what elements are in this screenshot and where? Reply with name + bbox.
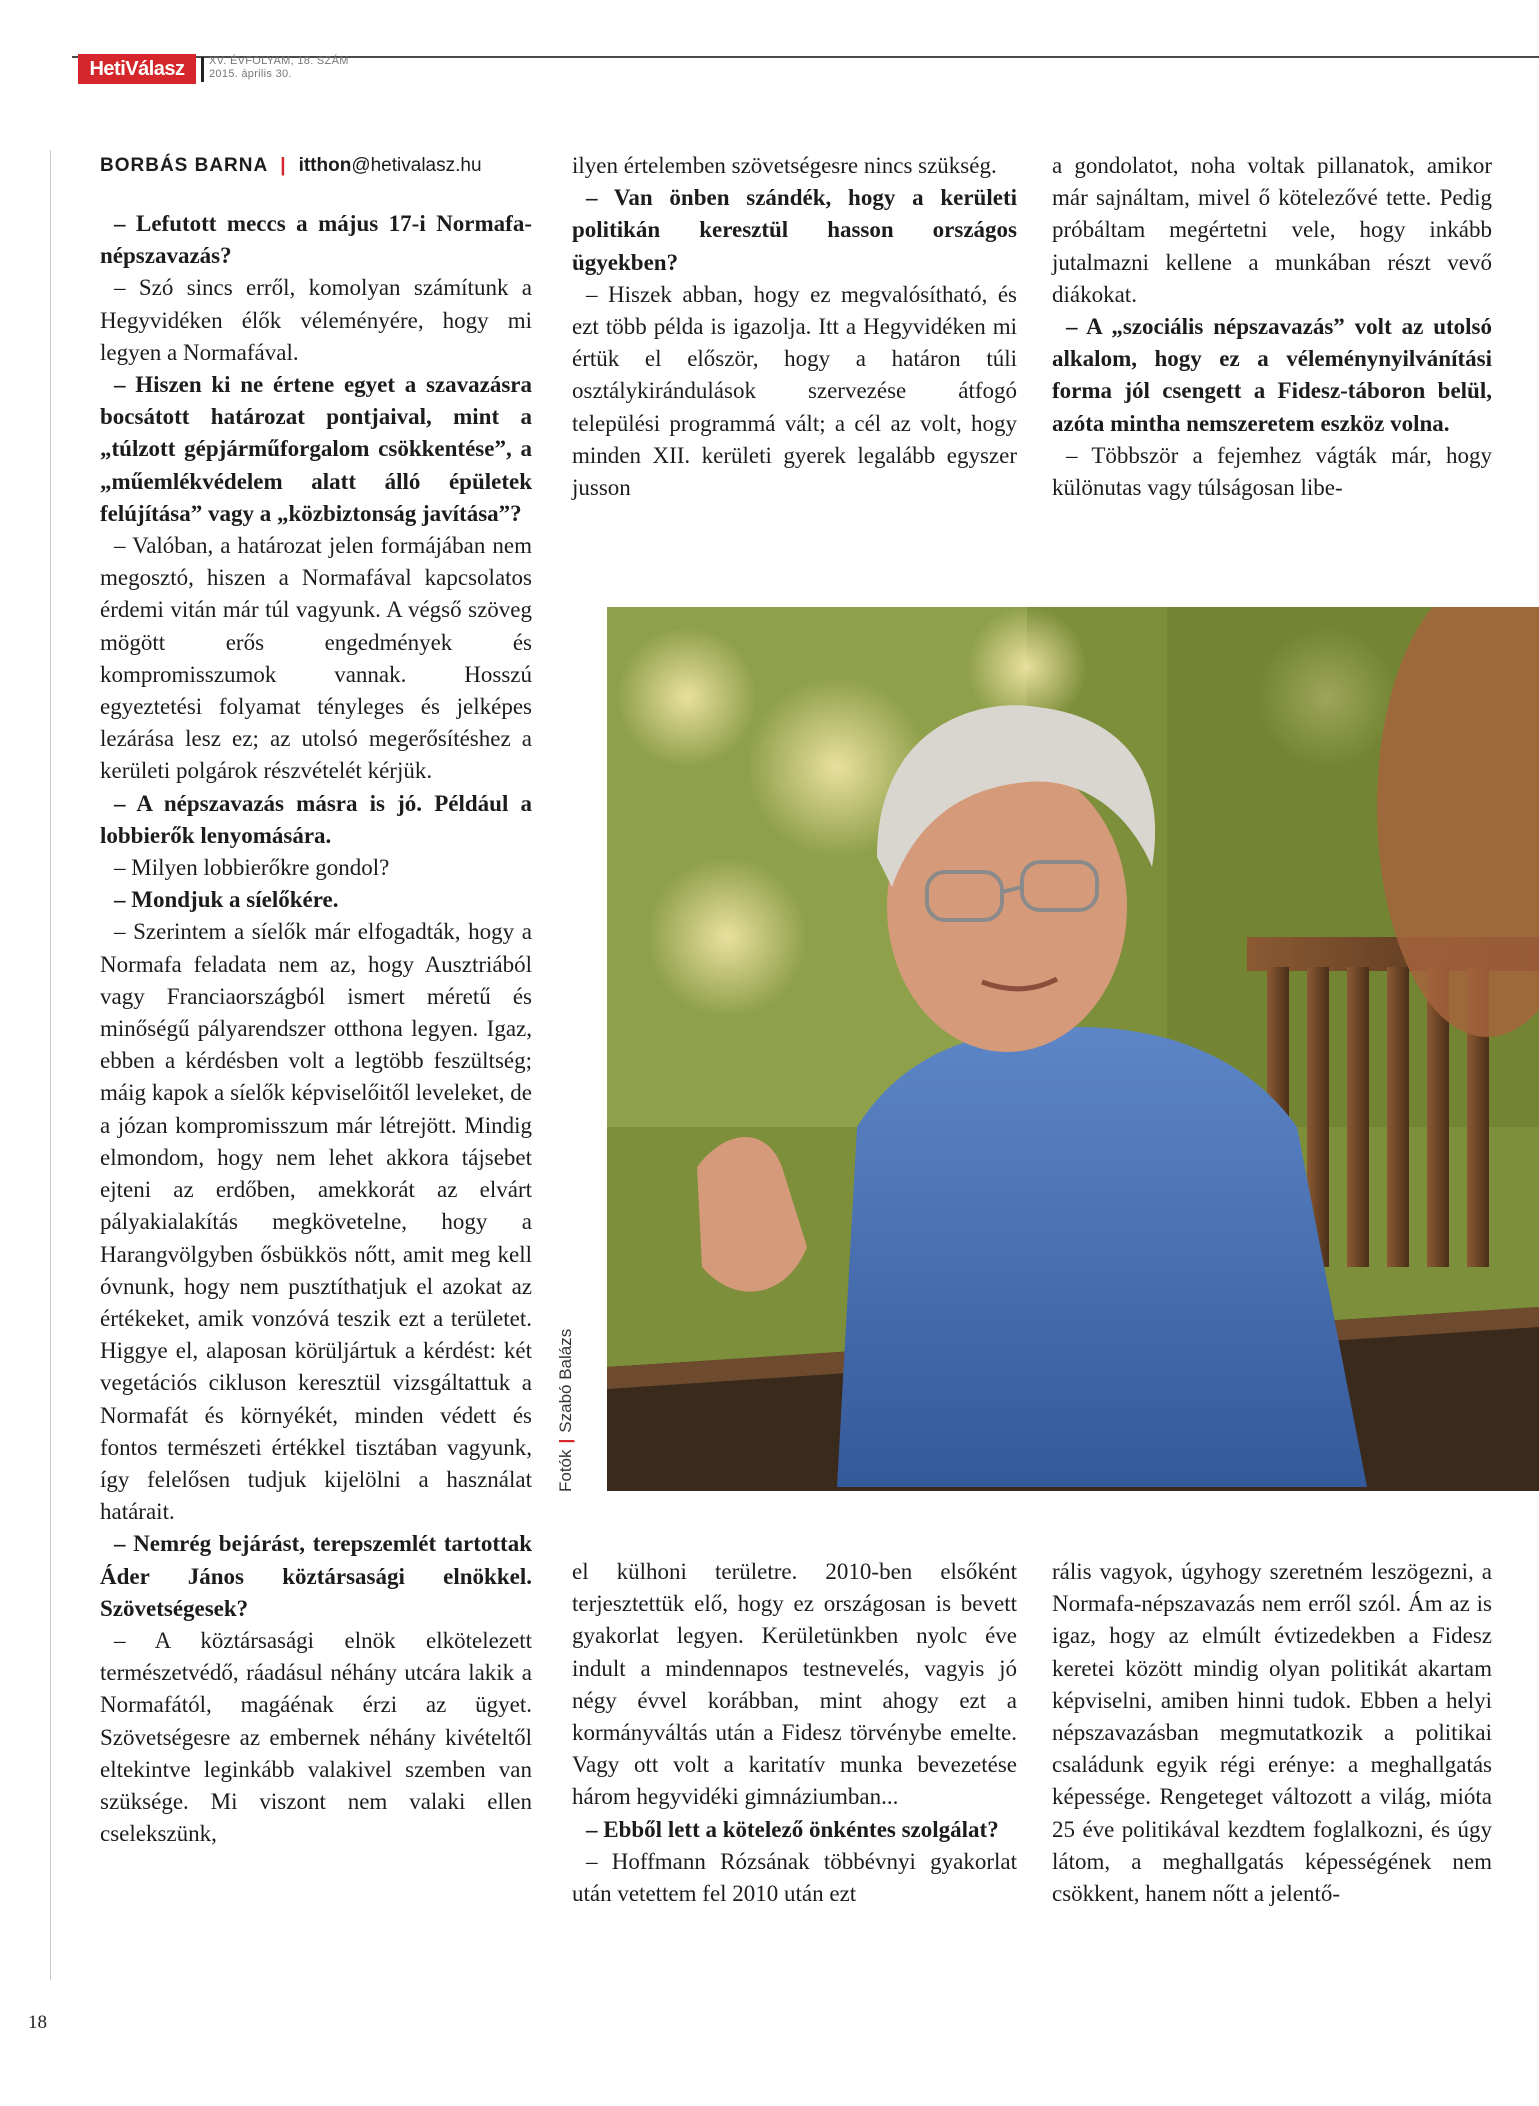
article-column-3-bottom <box>1052 1556 1492 1910</box>
interview-answer: ilyen értelemben szövetségesre nincs szükség. <box>572 153 997 178</box>
issue-info <box>209 55 349 81</box>
page-number: 18 <box>28 2012 47 2033</box>
magazine-logo: HetiVálasz <box>78 54 196 84</box>
article-column-1 <box>100 150 532 1850</box>
issue-divider <box>201 57 204 82</box>
portrait-photo <box>607 607 1539 1491</box>
article-column-2-bottom <box>572 1556 1017 1910</box>
author-name: BORBÁS BARNA <box>100 155 269 176</box>
interview-question: – Van önben szándék, hogy a kerületi politikán keresztül hasson országos ügyekben? <box>572 185 1017 275</box>
interview-answer: – Hoffmann Rózsának többévnyi gyakorlat után vetettem fel 2010 után ezt <box>572 1848 1017 1907</box>
interview-answer: – Többször a fejemhez vágták már, hogy különutas vagy túlságosan libe- <box>1052 442 1492 501</box>
interview-answer: – Szó sincs erről, komolyan számítunk a Hegyvidéken élők véleményére, hogy mi legyen a Normafával. <box>100 275 532 365</box>
interview-question: – Lefutott meccs a május 17-i Normafa-népszavazás? <box>100 211 532 269</box>
interview-answer: rális vagyok, úgyhogy szeretném leszögezni, a Normafa-népszavazás nem erről szól. Ám az is igaz, hogy az elmúlt évtizedekben a Fidesz keretei között mindig olyan politikát akartam képviselni, amiben hinni tudok. Ebben a helyi népszavazásban megmutatkozik a politikai családunk egyik régi erénye: a meghallgatás képessége. Rengeteget változott a világ, mióta 25 éve politikával kezdtem foglalkozni, és úgy látom, a meghallgatás képességének nem csökkent, hanem nőtt a jelentő- <box>1052 1559 1492 1907</box>
interview-answer: – Hiszek abban, hogy ez megvalósítható, és ezt több példa is igazolja. Itt a Hegyvidéken mi értük el először, hogy a határon túli osztálykirándulások szervezése átfogó települési programmá vált; a cél az volt, hogy minden XII. kerületi gyerek legalább egyszer jusson <box>572 281 1017 501</box>
byline-divider: | <box>280 155 287 176</box>
interview-question: – A „szociális népszavazás” volt az utolsó alkalom, hogy ez a véleménynyilvánítási forma jól csengett a Fidesz-táboron belül, azóta mintha nemszeretem eszköz volna. <box>1052 314 1492 436</box>
interview-answer: el külhoni területre. 2010-ben elsőként terjesztettük elő, hogy ez országosan is bevett gyakorlat legyen. Kerületünkben nyolc éve indult a mindennapos testnevelés, vagyis jó négy évvel korábban, mint ahogy ezt a kormányváltás után a Fidesz törvénybe emelte. Vagy ott volt a karitatív munka bevezetése három hegyvidéki gimnáziumban... <box>572 1559 1017 1810</box>
interview-answer: – Szerintem a síelők már elfogadták, hogy a Normafa feladata nem az, hogy Ausztriából vagy Franciaországból ismert méretű és minőségű pályarendszer otthona legyen. Igaz, ebben a kérdésben volt a legtöbb feszültség; máig kapok a síelők képviselőitől leveleket, de a józan kompromisszum már létrejött. Mindig elmondom, hogy nem lehet akkora tájsebet ejteni az erdőben, amekkorát az elvárt pályakialakítás megkövetelne, hogy a Harangvölgyben ősbükkös nőtt, amit meg kell óvnunk, hogy nem pusztíthatjuk el azokat az értékeket, amik vonzóvá teszik ezt a területet. Higgye el, alaposan körüljártuk a kérdést: két vegetációs cikluson keresztül vizsgáltattuk a Normafát és környékét, minden védett és fontos természeti értékkel tisztában vagyunk, így felelősen tudjuk kijelölni a használat határait. <box>100 919 532 1525</box>
byline <box>100 150 532 182</box>
interview-answer: a gondolatot, noha voltak pillanatok, amikor már sajnáltam, mivel ő kötelezővé tette. Pedig próbáltam megértetni vele, hogy inkább jutalmazni kellene a munkában részt vevő diákokat. <box>1052 153 1492 307</box>
issue-date: 2015. április 30. <box>209 68 292 80</box>
photo-credit-divider: | <box>556 1438 575 1444</box>
interview-answer: – Valóban, a határozat jelen formájában nem megosztó, hiszen a Normafával kapcsolatos érdemi vitán már túl vagyunk. A végső szöveg mögött erős engedmények és kompromisszumok vannak. Hosszú egyeztetési folyamat tényleges és jelképes lezárása lesz ez; az utolsó megerősítéshez a kerületi polgárok részvételét kérjük. <box>100 533 532 784</box>
photo-credit <box>556 1329 576 1492</box>
interview-question: – Hiszen ki ne értene egyet a szavazásra bocsátott határozat pontjaival, mint a „túlzott gépjárműforgalom csökkentése”, a „műemlékvédelem alatt álló épületek felújítása” vagy a „közbiztonság javítása”? <box>100 372 532 526</box>
interview-answer: – Milyen lobbierőkre gondol? <box>114 855 390 881</box>
portrait-illustration <box>607 607 1539 1491</box>
photo-credit-label: Fotók <box>556 1449 575 1492</box>
issue-volume: XV. ÉVFOLYAM, 18. SZÁM <box>209 55 349 67</box>
photo-credit-name: Szabó Balázs <box>556 1328 575 1433</box>
article-column-3-top <box>1052 150 1492 504</box>
interview-answer: – A köztársasági elnök elkötelezett természetvédő, ráadásul néhány utcára lakik a Normafától, magáénak érzi az ügyet. Szövetségesre az embernek néhány kivételtől eltekintve leginkább valakivel szemben van szüksége. Mi viszont nem valaki ellen cselekszünk, <box>100 1627 532 1847</box>
interview-question: – Ebből lett a kötelező önkéntes szolgálat? <box>586 1816 999 1842</box>
article-column-2-top <box>572 150 1017 504</box>
interview-question: – A népszavazás másra is jó. Például a lobbierők lenyomására. <box>100 790 532 848</box>
author-email[interactable]: itthon@hetivalasz.hu <box>298 155 482 176</box>
margin-rule <box>50 150 51 1980</box>
interview-question: – Mondjuk a síelőkére. <box>114 887 339 913</box>
interview-question: – Nemrég bejárást, terepszemlét tartottak Áder János köztársasági elnökkel. Szövetségesek? <box>100 1531 532 1621</box>
